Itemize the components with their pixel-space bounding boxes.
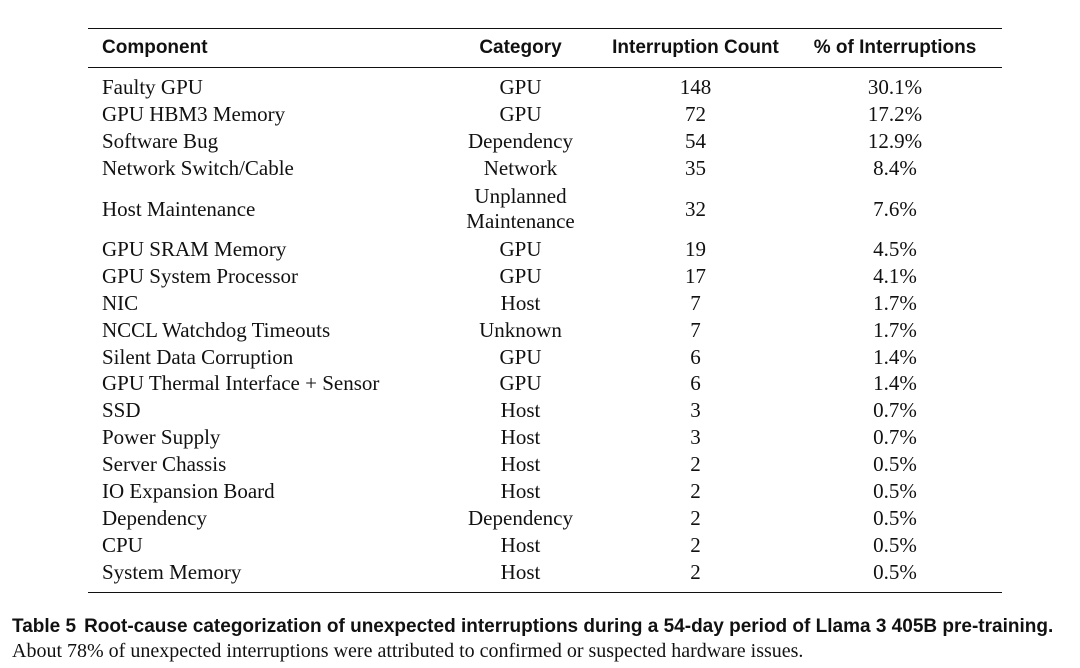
cell-count: 3	[690, 425, 701, 450]
table-row	[88, 531, 1002, 558]
table-row	[88, 68, 1002, 101]
cell-category: Unknown	[479, 317, 562, 342]
caption-title: Root-cause categorization of unexpected interruptions during a 54-day period of Llama 3 405B pre-training.	[84, 616, 1054, 637]
cell-percent: 0.7%	[873, 425, 917, 450]
table-row	[88, 343, 1002, 370]
table-header-row	[88, 29, 1002, 67]
cell-percent: 30.1%	[867, 75, 923, 100]
header-interruption-count: Interruption Count	[612, 37, 779, 58]
header-category: Category	[479, 37, 562, 58]
header-percent-of-interruptions: % of Interruptions	[813, 37, 977, 58]
table-row	[88, 558, 1002, 585]
cell-component: GPU SRAM Memory	[102, 237, 287, 261]
cell-category: GPU	[499, 75, 542, 100]
cell-component: Server Chassis	[102, 452, 227, 477]
cell-percent: 0.5%	[873, 559, 917, 584]
table-row	[88, 504, 1002, 531]
cell-category: Unplanned Maintenance	[466, 183, 575, 233]
cell-count: 7	[690, 290, 701, 315]
cell-component: Software Bug	[102, 129, 219, 154]
cell-component: Network Switch/Cable	[102, 156, 294, 181]
cell-percent: 1.4%	[873, 344, 917, 369]
table-bottom-rule	[88, 592, 1002, 593]
cell-category: GPU	[499, 263, 542, 288]
table-row	[88, 128, 1002, 155]
table-row	[88, 316, 1002, 343]
cell-component: SSD	[102, 398, 141, 423]
cell-percent: 1.7%	[873, 290, 917, 315]
table-row	[88, 451, 1002, 478]
cell-component: GPU HBM3 Memory	[102, 102, 286, 127]
table-row	[88, 289, 1002, 316]
cell-count: 2	[690, 452, 701, 477]
table-row	[88, 101, 1002, 128]
interruptions-table-body	[88, 68, 1002, 585]
cell-count: 2	[690, 559, 701, 584]
interruptions-table	[88, 29, 1002, 67]
cell-count: 19	[685, 237, 706, 261]
cell-count: 54	[685, 129, 706, 154]
cell-category: GPU	[499, 102, 542, 127]
caption-label: Table 5	[12, 616, 77, 637]
cell-component: GPU Thermal Interface + Sensor	[102, 371, 380, 396]
cell-count: 6	[690, 371, 701, 396]
cell-category: Host	[500, 532, 541, 557]
table-row	[88, 236, 1002, 263]
cell-percent: 0.5%	[873, 479, 917, 504]
interruptions-table-container	[88, 28, 1002, 593]
table-caption	[12, 614, 1078, 664]
cell-count: 2	[690, 505, 701, 530]
cell-percent: 0.5%	[873, 532, 917, 557]
cell-percent: 4.5%	[873, 237, 917, 261]
cell-count: 7	[690, 317, 701, 342]
header-component: Component	[102, 37, 208, 58]
table-row	[88, 182, 1002, 236]
table-row	[88, 478, 1002, 505]
cell-category: Host	[500, 452, 541, 477]
cell-component: Power Supply	[102, 425, 221, 450]
cell-category: Network	[483, 156, 558, 181]
cell-component: Faulty GPU	[102, 75, 203, 100]
cell-count: 35	[685, 156, 706, 181]
cell-count: 148	[679, 75, 712, 100]
cell-percent: 7.6%	[873, 196, 917, 221]
table-row	[88, 424, 1002, 451]
cell-category: Host	[500, 425, 541, 450]
cell-category: Dependency	[468, 129, 573, 154]
cell-percent: 12.9%	[867, 129, 923, 154]
table-row	[88, 397, 1002, 424]
cell-category: Host	[500, 290, 541, 315]
cell-percent: 0.5%	[873, 505, 917, 530]
cell-component: Host Maintenance	[102, 196, 256, 221]
cell-count: 17	[685, 263, 706, 288]
cell-percent: 8.4%	[873, 156, 917, 181]
cell-percent: 0.5%	[873, 452, 917, 477]
cell-percent: 0.7%	[873, 398, 917, 423]
cell-component: NIC	[102, 290, 139, 315]
cell-percent: 4.1%	[873, 263, 917, 288]
cell-count: 6	[690, 344, 701, 369]
cell-component: CPU	[102, 532, 143, 557]
cell-category: Dependency	[468, 505, 573, 530]
cell-count: 2	[690, 532, 701, 557]
cell-count: 72	[685, 102, 706, 127]
caption-body: About 78% of unexpected interruptions were attributed to confirmed or suspected hardware issues.	[12, 640, 804, 662]
cell-count: 2	[690, 479, 701, 504]
cell-component: Silent Data Corruption	[102, 344, 294, 369]
cell-category: Host	[500, 479, 541, 504]
table-row	[88, 155, 1002, 182]
table-row	[88, 370, 1002, 397]
cell-component: GPU System Processor	[102, 263, 299, 288]
cell-component: IO Expansion Board	[102, 479, 275, 504]
cell-percent: 1.4%	[873, 371, 917, 396]
cell-percent: 17.2%	[867, 102, 923, 127]
cell-category: Host	[500, 559, 541, 584]
cell-category: GPU	[499, 344, 542, 369]
cell-category: Host	[500, 398, 541, 423]
cell-component: NCCL Watchdog Timeouts	[102, 317, 331, 342]
cell-component: Dependency	[102, 505, 207, 530]
table-row	[88, 262, 1002, 289]
cell-category: GPU	[499, 371, 542, 396]
cell-count: 32	[685, 196, 706, 221]
cell-percent: 1.7%	[873, 317, 917, 342]
cell-category: GPU	[499, 237, 542, 261]
cell-count: 3	[690, 398, 701, 423]
cell-component: System Memory	[102, 559, 242, 584]
